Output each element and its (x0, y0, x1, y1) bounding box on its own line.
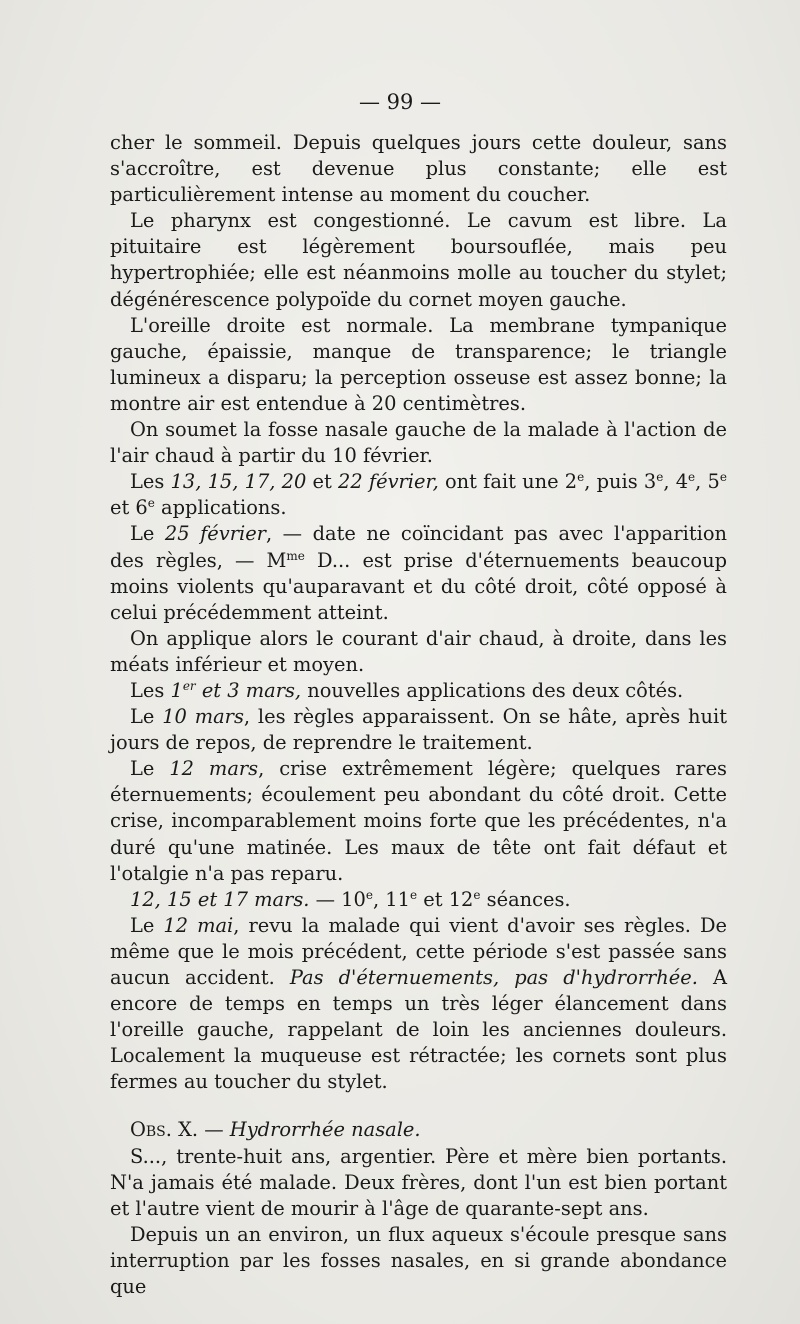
paragraph-14: Depuis un an environ, un flux aqueux s'écoule presque sans interruption par les fosses nasales, en si grande abondance que (110, 1222, 727, 1299)
paragraph-8: Les 1er et 3 mars, nouvelles applications des deux côtés. (130, 678, 684, 702)
paragraph-4: On soumet la fosse nasale gauche de la malade à l'action de l'air chaud à partir du 10 février. (110, 418, 727, 468)
paragraph-10: Le 12 mars, crise extrêmement légère; quelques rares éternuements; écoulement peu abondant du côté droit. Cette crise, incomparablement moins forte que les précédentes, n'a duré qu'une matinée. Les maux de tête ont fait défaut et l'otalgie n'a pas reparu. (110, 757, 728, 885)
paragraph-13: S..., trente-huit ans, argentier. Père et mère bien portants. N'a jamais été malade. Deux frères, dont l'un est bien portant et l'autre vient de mourir à l'âge de quarante-sept ans. (110, 1144, 727, 1220)
paragraph-11: 12, 15 et 17 mars. — 10e, 11e et 12e séances. (130, 887, 571, 911)
paragraph-7: On applique alors le courant d'air chaud, à droite, dans les méats inférieur et moyen. (110, 626, 727, 676)
observation-label: Obs. X. (130, 1118, 199, 1142)
paragraph-9: Le 10 mars, les règles apparaissent. On se hâte, après huit jours de repos, de reprendre le traitement. (110, 705, 727, 755)
paragraph-5: Les 13, 15, 17, 20 et 22 février, ont fait une 2e, puis 3e, 4e, 5e et 6e applications. (110, 470, 727, 520)
page-body (110, 130, 727, 1300)
paragraph-12: Le 12 mai, revu la malade qui vient d'avoir ses règles. De même que le mois précédent, cette période s'est passée sans aucun accident. Pas d'éternuements, pas d'hydrorrhée. A encore de temps en temps un très léger élancement dans l'oreille gauche, rappelant de loin les anciennes douleurs. Localement la muqueuse est rétractée; les cornets sont plus fermes au toucher du stylet. (110, 913, 727, 1094)
observation-heading: Obs. X. — Hydrorrhée nasale. (130, 1118, 421, 1142)
paragraph-3: L'oreille droite est normale. La membrane tympanique gauche, épaissie, manque de transparence; le triangle lumineux a disparu; la perception osseuse est assez bonne; la montre air est entendue à 20 centimètres. (110, 313, 727, 415)
page-number: — 99 — (358, 90, 442, 114)
paragraph-6: Le 25 février, — date ne coïncidant pas avec l'apparition des règles, — $M^{me}$ D... est prise d'éternuements beaucoup moins violents qu'auparavant et du côté droit, côté opposé à celui précédemment atteint. (110, 522, 727, 624)
paragraph-1: cher le sommeil. Depuis quelques jours cette douleur, sans s'accroître, est devenue plus constante; elle est particulièrement intense au moment du coucher. (110, 131, 727, 207)
paragraph-2: Le pharynx est congestionné. Le cavum est libre. La pituitaire est légèrement boursouflée, mais peu hypertrophiée; elle est néanmoins molle au toucher du stylet; dégénérescence polypoïde du cornet moyen gauche. (110, 209, 727, 311)
observation-title: Hydrorrhée nasale. (229, 1118, 421, 1142)
